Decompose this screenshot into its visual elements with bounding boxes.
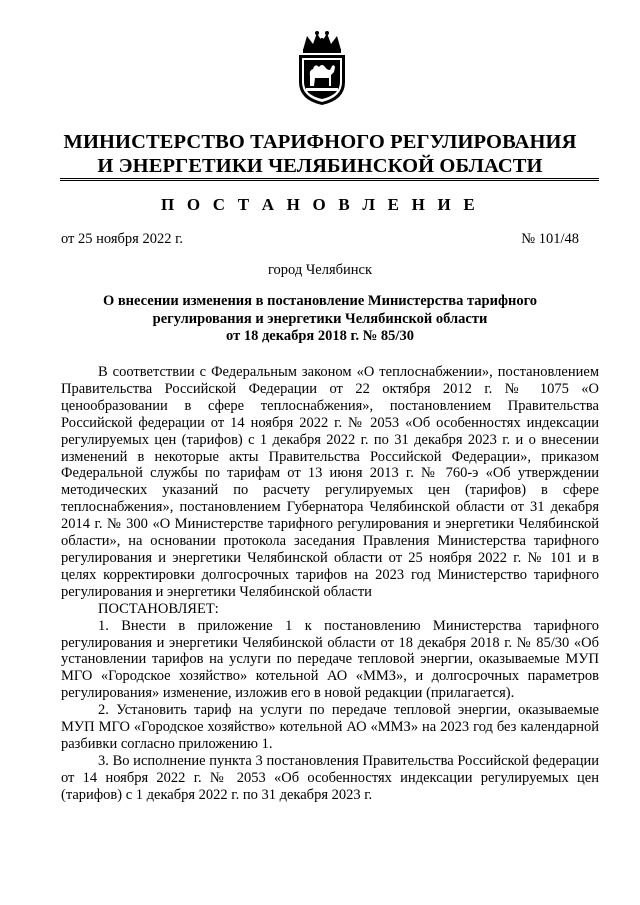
document-city: город Челябинск — [267, 262, 373, 278]
item-3-paragraph: 3. Во исполнение пункта 3 постановления Правительства Российской федерации от 14 ноября 2022 г. № 2053 «Об особенностях индексации регулируемых цен (тарифов) с 1 декабря 2022 г. по 31 декабря 2023 г. — [61, 752, 599, 803]
item-2-paragraph: 2. Установить тариф на услуги по передаче тепловой энергии, оказываемые МУП МГО «Городское хозяйство» котельной АО «ММЗ» на 2023 год без календарной разбивки согласно приложению 1. — [61, 702, 599, 752]
chelyabinsk-coat-of-arms-icon — [293, 30, 351, 106]
subject-line3: от 18 декабря 2018 г. № 85/30 — [226, 328, 414, 344]
document-body — [61, 364, 599, 804]
ministry-name-line2: И ЭНЕРГЕТИКИ ЧЕЛЯБИНСКОЙ ОБЛАСТИ — [97, 155, 543, 177]
document-type: П О С Т А Н О В Л Е Н И Е — [161, 195, 479, 214]
item-1-paragraph: 1. Внести в приложение 1 к постановлению Министерства тарифного регулирования и энергетики Челябинской области от 18 декабря 2018 г. № 85/30 «Об установлении тарифов на услуги по передаче тепловой энергии, оказываемые МУП МГО «Городское хозяйство» котельной АО «ММЗ», и долгосрочных параметров регулирования» изменение, изложив его в новой редакции (прилагается). — [61, 617, 599, 702]
document-subject — [90, 293, 550, 346]
ministry-name — [40, 130, 600, 178]
ministry-name-line1: МИНИСТЕРСТВО ТАРИФНОГО РЕГУЛИРОВАНИЯ — [63, 131, 577, 153]
subject-line1: О внесении изменения в постановление Министерства тарифного — [102, 293, 538, 309]
document-number: № 101/48 — [521, 231, 579, 247]
header-divider — [60, 178, 599, 181]
preamble-paragraph: В соответствии с Федеральным законом «О теплоснабжении», постановлением Правительства Российской Федерации от 22 октября 2012 г. № 1075 «О ценообразовании в сфере теплоснабжения», постановлением Правительства Российской федерации от 14 ноября 2022 г. № 2053 «Об особенностях индексации регулируемых цен (тарифов) с 1 декабря 2022 г. по 31 декабря 2023 г. и о внесении изменений в некоторые акты Правительства Российской Федерации», приказом Федеральной службы по тарифам от 13 июня 2013 г. № 760-э «Об утверждении методических указаний по расчету регулируемых цен (тарифов) в сфере теплоснабжения», постановлением Губернатора Челябинской области от 31 декабря 2014 г. № 300 «О Министерстве тарифного регулирования и энергетики Челябинской области», на основании протокола заседания Правления Министерства тарифного регулирования и энергетики Челябинской области от 25 ноября 2022 г. № 101 и в целях корректировки долгосрочных тарифов на 2023 год Министерство тарифного регулирования и энергетики Челябинской области — [61, 364, 599, 600]
decree-heading: ПОСТАНОВЛЯЕТ: — [98, 600, 219, 617]
document-date: от 25 ноября 2022 г. — [61, 231, 184, 247]
subject-line2: регулирования и энергетики Челябинской области — [152, 310, 488, 327]
